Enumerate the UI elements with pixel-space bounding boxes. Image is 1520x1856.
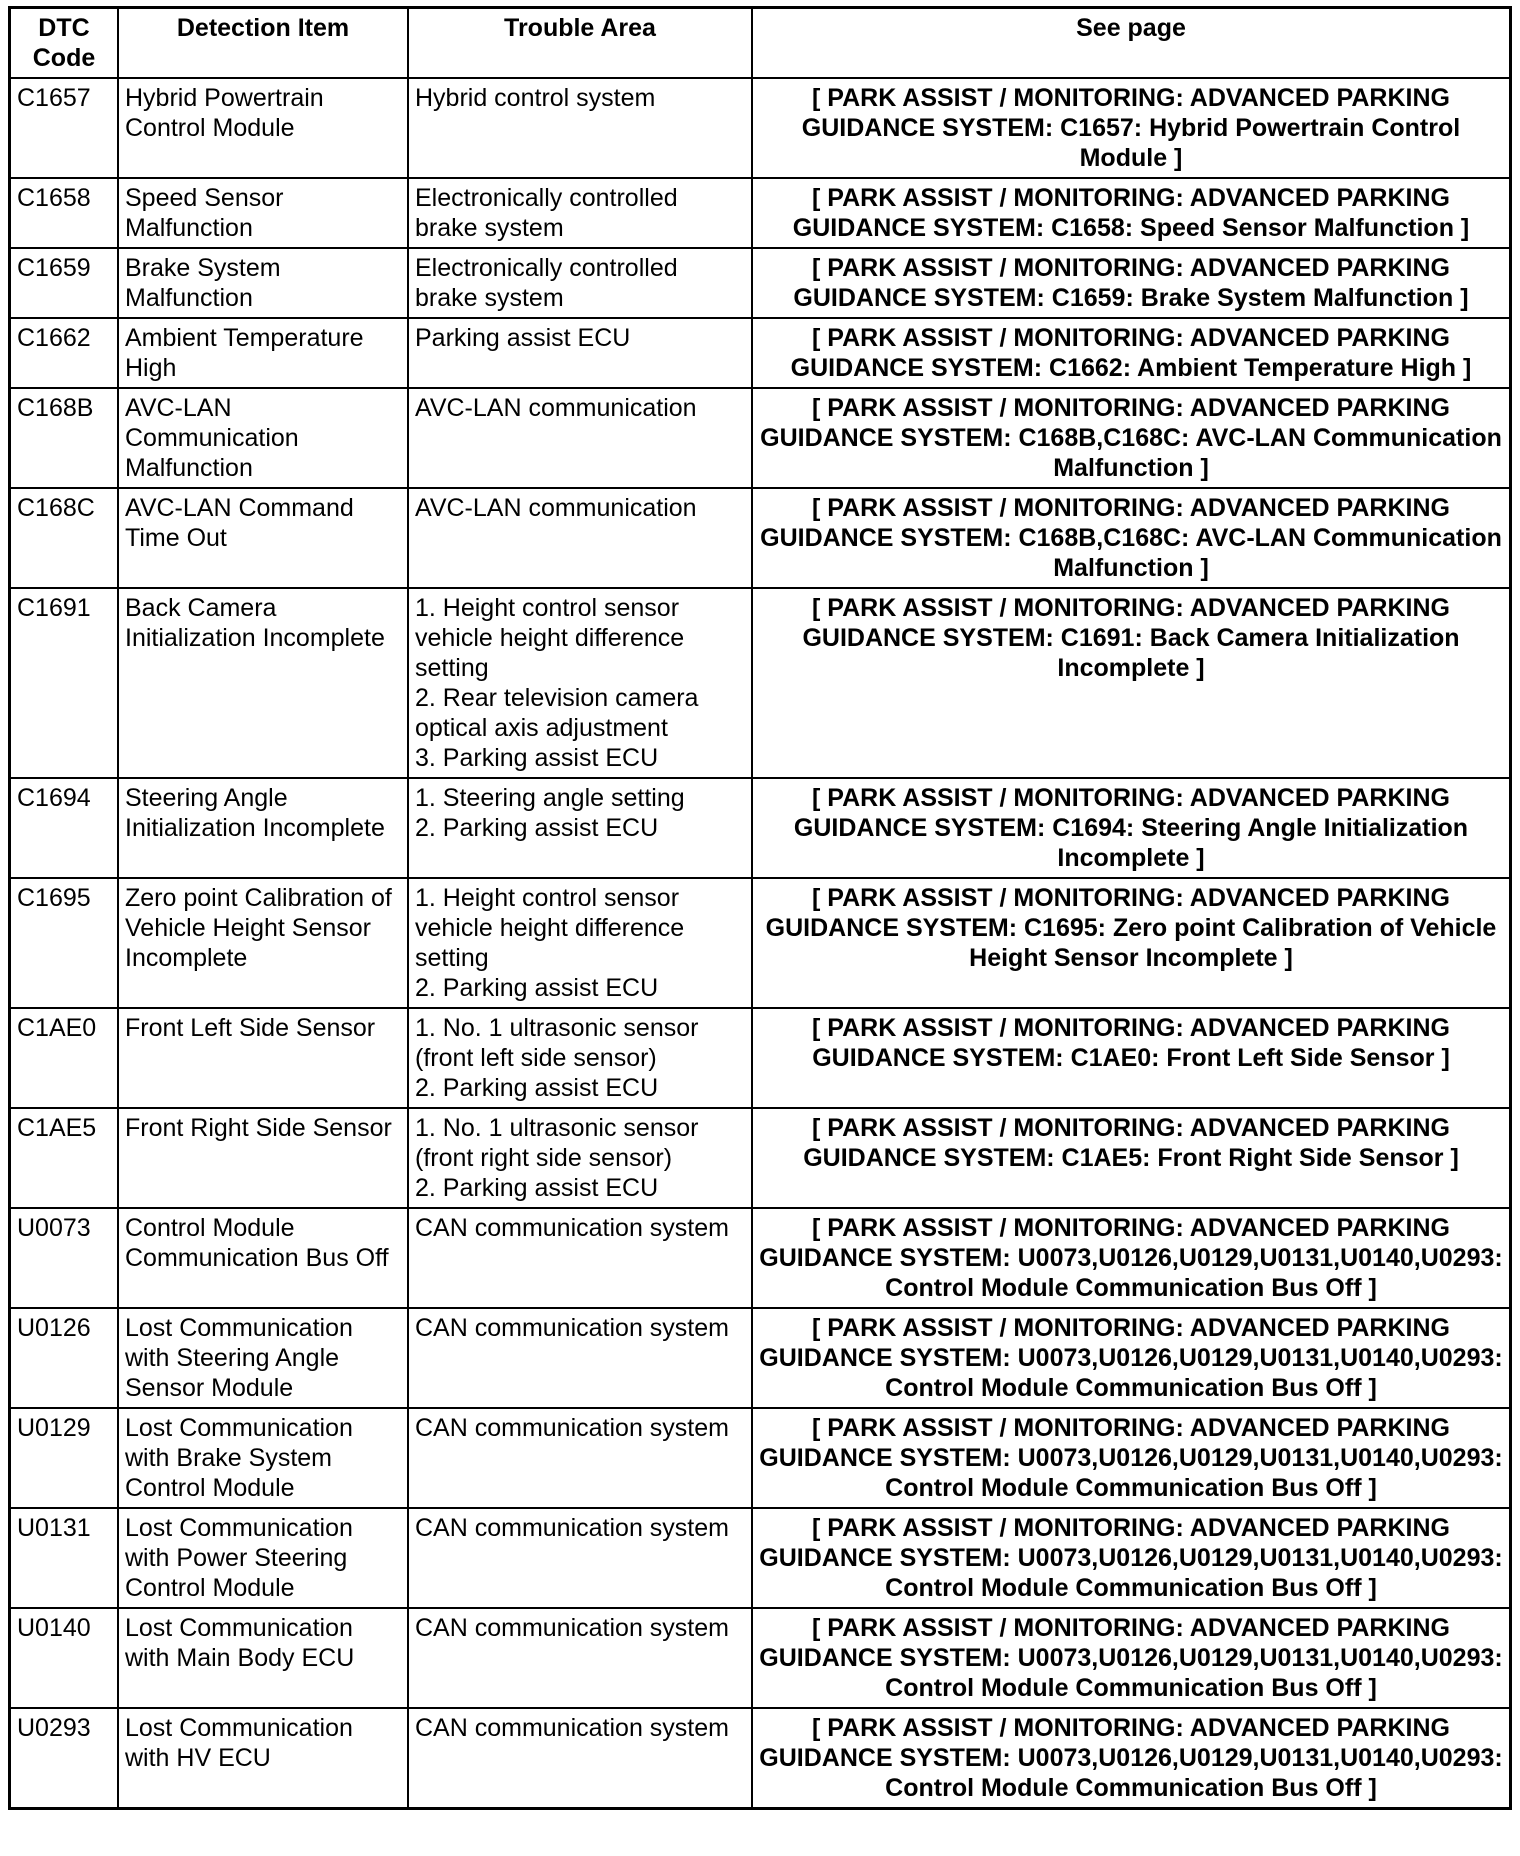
see-page-link[interactable]: [ PARK ASSIST / MONITORING: ADVANCED PARKING GUIDANCE SYSTEM: U0073,U0126,U0129,U0131,U0140,U0293: Control Module Communication Bus Off ] (752, 1308, 1511, 1408)
header-dtc-code (10, 8, 119, 79)
see-page-link[interactable]: [ PARK ASSIST / MONITORING: ADVANCED PARKING GUIDANCE SYSTEM: C1691: Back Camera Initialization Incomplete ] (752, 588, 1511, 778)
detection-item-cell: AVC-LAN Communication Malfunction (118, 388, 408, 488)
trouble-area-cell (408, 488, 752, 588)
trouble-area-cell (408, 318, 752, 388)
see-page-link[interactable]: [ PARK ASSIST / MONITORING: ADVANCED PARKING GUIDANCE SYSTEM: C168B,C168C: AVC-LAN Communication Malfunction ] (752, 488, 1511, 588)
see-page-link[interactable]: [ PARK ASSIST / MONITORING: ADVANCED PARKING GUIDANCE SYSTEM: C1694: Steering Angle Initialization Incomplete ] (752, 778, 1511, 878)
table-row (10, 1308, 1511, 1408)
dtc-code-cell: C1658 (10, 178, 119, 248)
table-row (10, 1008, 1511, 1108)
trouble-area-line: CAN communication system (415, 1614, 729, 1642)
trouble-area-cell (408, 388, 752, 488)
trouble-area-line: Electronically controlled brake system (415, 254, 678, 312)
detection-item-cell: Speed Sensor Malfunction (118, 178, 408, 248)
detection-item-cell: Back Camera Initialization Incomplete (118, 588, 408, 778)
dtc-code-cell: C1691 (10, 588, 119, 778)
trouble-area-cell (408, 1308, 752, 1408)
dtc-code-cell: U0293 (10, 1708, 119, 1809)
trouble-area-cell (408, 1708, 752, 1809)
trouble-area-line: CAN communication system (415, 1414, 729, 1442)
header-see-page: See page (752, 8, 1511, 79)
see-page-link[interactable]: [ PARK ASSIST / MONITORING: ADVANCED PARKING GUIDANCE SYSTEM: C1AE0: Front Left Side Sensor ] (752, 1008, 1511, 1108)
table-row (10, 388, 1511, 488)
dtc-code-cell: C168B (10, 388, 119, 488)
see-page-link[interactable]: [ PARK ASSIST / MONITORING: ADVANCED PARKING GUIDANCE SYSTEM: C1658: Speed Sensor Malfunction ] (752, 178, 1511, 248)
dtc-code-cell: C1657 (10, 78, 119, 178)
trouble-area-line: 1. No. 1 ultrasonic sensor (front right side sensor) (415, 1114, 699, 1172)
detection-item-cell: Lost Communication with Steering Angle Sensor Module (118, 1308, 408, 1408)
trouble-area-line: CAN communication system (415, 1514, 729, 1542)
table-row (10, 1608, 1511, 1708)
see-page-link[interactable]: [ PARK ASSIST / MONITORING: ADVANCED PARKING GUIDANCE SYSTEM: C1659: Brake System Malfunction ] (752, 248, 1511, 318)
detection-item-cell: Steering Angle Initialization Incomplete (118, 778, 408, 878)
trouble-area-line: 2. Parking assist ECU (415, 974, 659, 1002)
detection-item-cell: Hybrid Powertrain Control Module (118, 78, 408, 178)
trouble-area-line: CAN communication system (415, 1214, 729, 1242)
see-page-link[interactable]: [ PARK ASSIST / MONITORING: ADVANCED PARKING GUIDANCE SYSTEM: C1662: Ambient Temperature High ] (752, 318, 1511, 388)
table-body (10, 78, 1511, 1809)
header-detection-item: Detection Item (118, 8, 408, 79)
trouble-area-cell (408, 178, 752, 248)
trouble-area-cell (408, 1208, 752, 1308)
table-row (10, 1508, 1511, 1608)
detection-item-cell: Lost Communication with Brake System Control Module (118, 1408, 408, 1508)
table-row (10, 78, 1511, 178)
dtc-code-cell: U0129 (10, 1408, 119, 1508)
trouble-area-cell (408, 1108, 752, 1208)
table-row (10, 1208, 1511, 1308)
header-row (10, 8, 1511, 79)
trouble-area-cell (408, 1608, 752, 1708)
dtc-code-cell: C1662 (10, 318, 119, 388)
detection-item-cell: Front Left Side Sensor (118, 1008, 408, 1108)
table-row (10, 1708, 1511, 1809)
trouble-area-line: 2. Rear television camera optical axis adjustment (415, 684, 699, 742)
trouble-area-line: 1. Steering angle setting (415, 784, 685, 812)
dtc-code-cell: U0126 (10, 1308, 119, 1408)
table-row (10, 878, 1511, 1008)
dtc-table (8, 6, 1512, 1810)
see-page-link[interactable]: [ PARK ASSIST / MONITORING: ADVANCED PARKING GUIDANCE SYSTEM: C1695: Zero point Calibration of Vehicle Height Sensor Incomplete ] (752, 878, 1511, 1008)
detection-item-cell: Lost Communication with Power Steering Control Module (118, 1508, 408, 1608)
see-page-link[interactable]: [ PARK ASSIST / MONITORING: ADVANCED PARKING GUIDANCE SYSTEM: C1AE5: Front Right Side Sensor ] (752, 1108, 1511, 1208)
dtc-code-cell: C1694 (10, 778, 119, 878)
trouble-area-line: 1. No. 1 ultrasonic sensor (front left side sensor) (415, 1014, 699, 1072)
table-row (10, 1108, 1511, 1208)
trouble-area-cell (408, 778, 752, 878)
see-page-link[interactable]: [ PARK ASSIST / MONITORING: ADVANCED PARKING GUIDANCE SYSTEM: U0073,U0126,U0129,U0131,U0140,U0293: Control Module Communication Bus Off ] (752, 1408, 1511, 1508)
detection-item-cell: Lost Communication with Main Body ECU (118, 1608, 408, 1708)
trouble-area-line: 2. Parking assist ECU (415, 1074, 659, 1102)
trouble-area-cell (408, 248, 752, 318)
trouble-area-cell (408, 588, 752, 778)
table-header (10, 8, 1511, 79)
header-dtc-code-line1: DTC (38, 14, 90, 42)
detection-item-cell: AVC-LAN Command Time Out (118, 488, 408, 588)
see-page-link[interactable]: [ PARK ASSIST / MONITORING: ADVANCED PARKING GUIDANCE SYSTEM: U0073,U0126,U0129,U0131,U0140,U0293: Control Module Communication Bus Off ] (752, 1208, 1511, 1308)
dtc-code-cell: U0131 (10, 1508, 119, 1608)
trouble-area-line: 1. Height control sensor vehicle height difference setting (415, 884, 685, 972)
table-row (10, 178, 1511, 248)
trouble-area-line: CAN communication system (415, 1714, 729, 1742)
trouble-area-line: Parking assist ECU (415, 324, 631, 352)
see-page-link[interactable]: [ PARK ASSIST / MONITORING: ADVANCED PARKING GUIDANCE SYSTEM: C168B,C168C: AVC-LAN Communication Malfunction ] (752, 388, 1511, 488)
see-page-link[interactable]: [ PARK ASSIST / MONITORING: ADVANCED PARKING GUIDANCE SYSTEM: C1657: Hybrid Powertrain Control Module ] (752, 78, 1511, 178)
trouble-area-cell (408, 1508, 752, 1608)
trouble-area-line: Electronically controlled brake system (415, 184, 678, 242)
table-row (10, 248, 1511, 318)
trouble-area-line: CAN communication system (415, 1314, 729, 1342)
dtc-code-cell: C1695 (10, 878, 119, 1008)
see-page-link[interactable]: [ PARK ASSIST / MONITORING: ADVANCED PARKING GUIDANCE SYSTEM: U0073,U0126,U0129,U0131,U0140,U0293: Control Module Communication Bus Off ] (752, 1608, 1511, 1708)
dtc-code-cell: U0073 (10, 1208, 119, 1308)
detection-item-cell: Ambient Temperature High (118, 318, 408, 388)
trouble-area-line: 3. Parking assist ECU (415, 744, 659, 772)
table-row (10, 588, 1511, 778)
trouble-area-cell (408, 878, 752, 1008)
dtc-code-cell: C168C (10, 488, 119, 588)
trouble-area-cell (408, 78, 752, 178)
detection-item-cell: Control Module Communication Bus Off (118, 1208, 408, 1308)
trouble-area-line: 1. Height control sensor vehicle height difference setting (415, 594, 685, 682)
trouble-area-line: 2. Parking assist ECU (415, 814, 659, 842)
trouble-area-cell (408, 1408, 752, 1508)
dtc-code-cell: C1AE5 (10, 1108, 119, 1208)
header-trouble-area: Trouble Area (408, 8, 752, 79)
detection-item-cell: Front Right Side Sensor (118, 1108, 408, 1208)
header-dtc-code-line2: Code (32, 44, 96, 72)
table-row (10, 1408, 1511, 1508)
table-row (10, 778, 1511, 878)
trouble-area-line: AVC-LAN communication (415, 394, 697, 422)
trouble-area-line: AVC-LAN communication (415, 494, 697, 522)
see-page-link[interactable]: [ PARK ASSIST / MONITORING: ADVANCED PARKING GUIDANCE SYSTEM: U0073,U0126,U0129,U0131,U0140,U0293: Control Module Communication Bus Off ] (752, 1508, 1511, 1608)
see-page-link[interactable]: [ PARK ASSIST / MONITORING: ADVANCED PARKING GUIDANCE SYSTEM: U0073,U0126,U0129,U0131,U0140,U0293: Control Module Communication Bus Off ] (752, 1708, 1511, 1809)
dtc-code-cell: C1659 (10, 248, 119, 318)
trouble-area-line: 2. Parking assist ECU (415, 1174, 659, 1202)
detection-item-cell: Brake System Malfunction (118, 248, 408, 318)
detection-item-cell: Zero point Calibration of Vehicle Height Sensor Incomplete (118, 878, 408, 1008)
trouble-area-line: Hybrid control system (415, 84, 656, 112)
trouble-area-cell (408, 1008, 752, 1108)
dtc-code-cell: U0140 (10, 1608, 119, 1708)
dtc-code-cell: C1AE0 (10, 1008, 119, 1108)
table-row (10, 318, 1511, 388)
detection-item-cell: Lost Communication with HV ECU (118, 1708, 408, 1809)
table-row (10, 488, 1511, 588)
